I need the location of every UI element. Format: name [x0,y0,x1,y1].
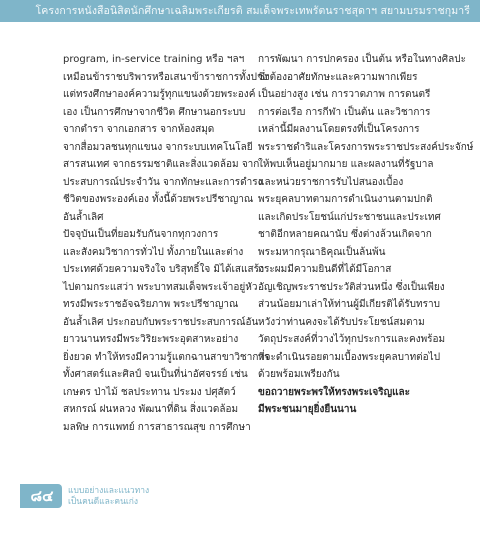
text-line: สหกรณ์ ฝนหลวง พัฒนาที่ดิน สิ่งแวดล้อม [63,404,239,415]
text-line: ทั้งศาสตร์และศิลป์ จนเป็นที่น่าอัศจรรย์ เช่น [63,369,248,380]
left-column [63,51,270,436]
text-line: จากตำรา จากเอกสาร จากห้องสมุด [63,124,215,135]
text-line: ประเทศด้วยความจริงใจ บริสุทธิ์ใจ มิได้เสแสร้ง [63,264,264,275]
text-line: ทรงมีพระราชอัจฉริยภาพ พระปรีชาญาณ [63,299,239,310]
text-line: ซึ่งต้องอาศัยทักษะและความพากเพียร [258,71,418,83]
text-line: ยิ่งยวด ทำให้ทรงมีความรู้แตกฉานสาขาวิชาการ [63,351,270,363]
text-line: วัตถุประสงค์ที่วางไว้ทุกประการและคงพร้อม [258,334,446,345]
text-line: พระมหากรุณาธิคุณเป็นล้นพ้น [258,246,386,258]
text-line: มลพิษ การแพทย์ การสาธารณสุข การศึกษา [63,421,251,433]
text-line: ไปตามกระแสว่า พระบาทสมเด็จพระเจ้าอยู่หัว [63,281,258,293]
text-line: จากสื่อมวลชนทุกแขนง จากระบบเทคโนโลยี [63,141,253,153]
text-line: ที่จะดำเนินรอยตามเบื้องพระยุคลบาทต่อไป [258,351,441,363]
text-line: มีพระชนมายุยิ่งยืนนาน [258,404,357,415]
text-line: ปัจจุบันเป็นที่ยอมรับกันจากทุกวงการ [63,229,219,240]
text-line: การพัฒนา การปกครอง เป็นต้น หรือในทางศิลปะ [258,54,466,65]
text-line: หวังว่าท่านคงจะได้รับประโยชน์สมตาม [258,316,425,328]
page-number: ๘๔ [30,487,54,505]
text-line: และเกิดประโยชน์แก่ประชาชนและประเทศ [258,211,441,223]
text-line: อัญเชิญพระราชประวัติส่วนหนึ่ง ซึ่งเป็นเพียง [258,281,445,293]
text-line: ยาวนานทรงมีพระวิริยะพระอุตสาหะอย่าง [63,334,239,345]
text-line: และสังคมวิชาการทั่วไป ทั้งภายในและต่าง [63,246,244,258]
footer-label-line-1: แบบอย่างและแนวทาง [68,486,150,496]
text-line: ประสบการณ์ประจำวัน จากทักษะและการดำรง [63,176,263,188]
text-line: สารสนเทศ จากธรรมชาติและสิ่งแวดล้อม จาก [63,159,260,170]
text-line: เหมือนข้าราชบริพารหรือเสนาข้าราชการทั้งปวง [63,71,268,83]
text-line: ชีวิตของพระองค์เอง ทั้งนี้ด้วยพระปรีชาญาณ [63,194,254,205]
text-line: อันล้ำเลิศ [63,211,104,223]
footer-label-line-2: เป็นคนดีและคนเก่ง [68,497,139,507]
text-line: ให้พบเห็นอยู่มากมาย และผลงานที่รัฐบาล [258,159,434,170]
text-line: program, in-service training หรือ ฯลฯ [63,54,245,65]
text-line: การต่อเรือ การกีฬา เป็นต้น และวิชาการ [258,106,431,118]
header-title: โครงการหนังสือนิสิตนักศึกษาเฉลิมพระเกียรติ สมเด็จพระเทพรัตนราชสุดาฯ สยามบรมราชกุมารี [35,5,470,17]
text-line: พระราชดำริและโครงการพระราชประสงค์ประจักษ์ [258,141,474,153]
text-line: แต่ทรงศึกษาองค์ความรู้ทุกแขนงด้วยพระองค์ [63,89,256,100]
text-line: เป็นอย่างสูง เช่น การวาดภาพ การดนตรี [258,89,431,100]
text-line: ส่วนน้อยมาเล่าให้ท่านผู้มีเกียรติได้รับทราบ [258,299,440,310]
right-column [258,51,474,419]
text-line: เอง เป็นการศึกษาจากชีวิต ศึกษานอกระบบ [63,106,246,118]
text-line: และหน่วยราชการรับไปสนองเบื้อง [258,176,404,188]
text-line: ขอถวายพระพรให้ทรงพระเจริญและ [258,386,411,398]
text-line: ชาติอีกหลายคณานับ ซึ่งต่างล้วนเกิดจาก [258,229,432,240]
text-line: เหล่านี้มีผลงานโดยตรงที่เป็นโครงการ [258,124,420,135]
footer-label [68,486,188,508]
text-line: อันล้ำเลิศ ประกอบกับพระราชประสบการณ์อัน [63,316,259,328]
text-line: ด้วยพร้อมเพรียงกัน [258,369,340,380]
text-line: พระยุคลบาทตามการดำเนินงานตามปกติ [258,194,433,205]
text-line: เกษตร ป่าไม้ ชลประทาน ประมง ปศุสัตว์ [63,386,236,398]
text-line: กระผมมีความยินดีที่ได้มีโอกาส [258,264,392,275]
